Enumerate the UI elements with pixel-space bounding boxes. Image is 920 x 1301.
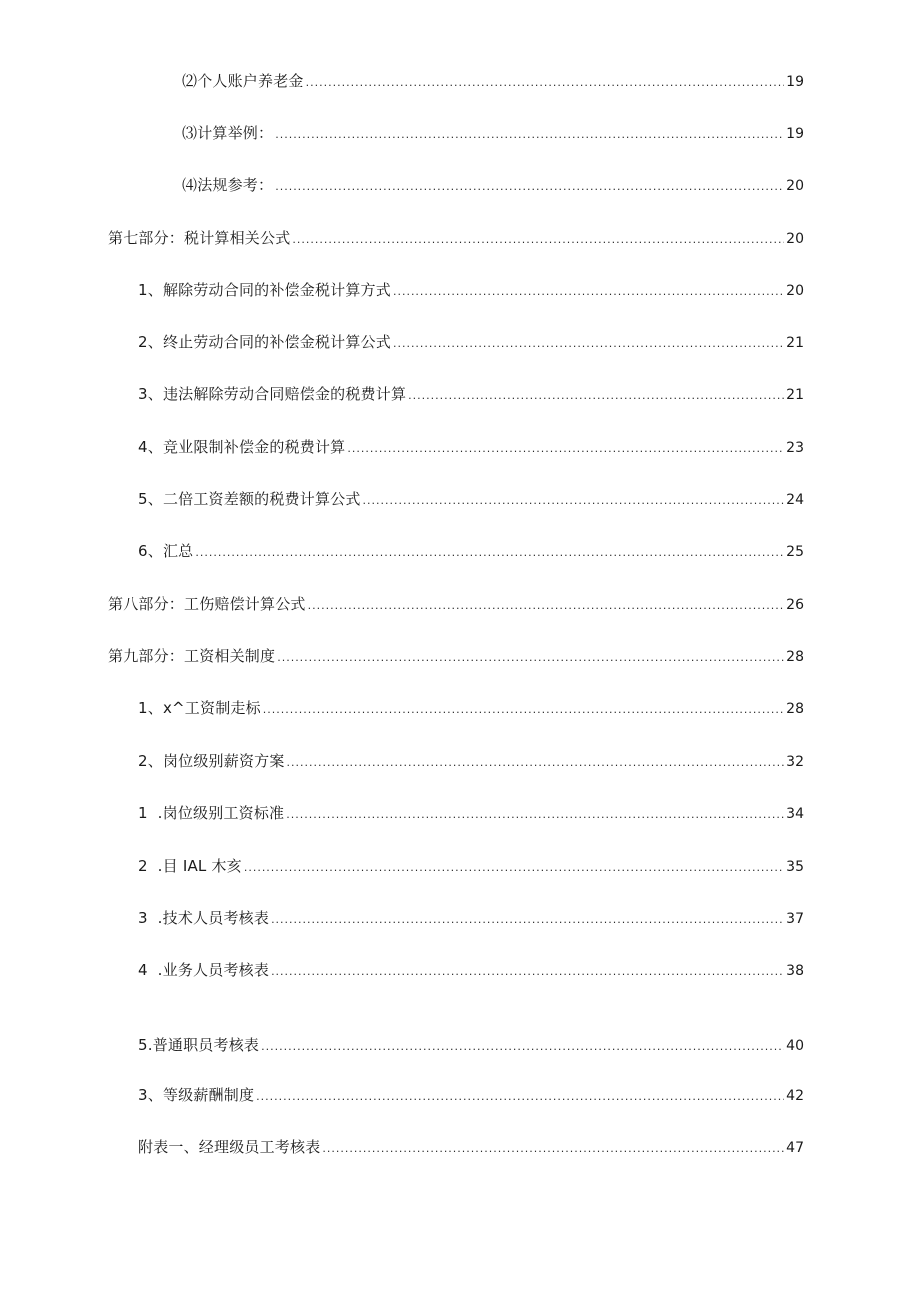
toc-entry-title: ⑶计算举例： [182, 124, 274, 142]
toc-leader-dots [363, 490, 784, 512]
toc-entry-title: 1、解除劳动合同的补偿金税计算方式 [138, 281, 391, 299]
toc-entry-title: 4 .业务人员考核表 [138, 961, 270, 979]
toc-leader-dots [408, 385, 784, 407]
toc-entry-page: 40 [786, 1038, 804, 1054]
toc-entry-page: 21 [786, 387, 804, 403]
toc-entry-page: 32 [786, 754, 804, 770]
toc-entry-page: 35 [786, 859, 804, 875]
toc-entry[interactable] [108, 593, 804, 615]
toc-entry-title: 第八部分：工伤赔偿计算公式 [108, 595, 306, 613]
toc-leader-dots [306, 72, 784, 94]
toc-leader-dots [271, 909, 784, 931]
toc-entry-title: ⑷法规参考： [182, 176, 274, 194]
toc-entry-page: 19 [786, 126, 804, 142]
toc-leader-dots [244, 857, 784, 879]
toc-entry-page: 20 [786, 231, 804, 247]
toc-entry[interactable] [138, 279, 804, 301]
toc-entry[interactable] [138, 1136, 804, 1158]
toc-entry-page: 28 [786, 649, 804, 665]
toc-leader-dots [277, 647, 784, 669]
toc-entry-title: 3、违法解除劳动合同赔偿金的税费计算 [138, 385, 407, 403]
toc-leader-dots [275, 124, 784, 146]
toc-leader-dots [308, 595, 784, 617]
toc-entry-page: 24 [786, 492, 804, 508]
toc-entry-page: 20 [786, 178, 804, 194]
toc-leader-dots [195, 542, 784, 564]
toc-entry[interactable] [138, 488, 804, 510]
toc-entry-page: 47 [786, 1140, 804, 1156]
toc-entry-title: 2、终止劳动合同的补偿金税计算公式 [138, 333, 391, 351]
toc-leader-dots [393, 281, 784, 303]
toc-leader-dots [292, 229, 784, 251]
toc-leader-dots [271, 961, 784, 983]
toc-entry-title: 1、x^工资制走标 [138, 699, 261, 717]
toc-entry[interactable] [138, 436, 804, 458]
toc-leader-dots [263, 699, 784, 721]
toc-entry[interactable] [182, 174, 804, 196]
toc-entry-title: 3、等级薪酬制度 [138, 1086, 255, 1104]
toc-leader-dots [275, 176, 784, 198]
toc-entry-page: 23 [786, 440, 804, 456]
toc-entry-title: 1 .岗位级别工资标准 [138, 804, 285, 822]
toc-leader-dots [393, 333, 784, 355]
toc-entry[interactable] [182, 70, 804, 92]
toc-entry[interactable] [138, 750, 804, 772]
toc-leader-dots [347, 438, 784, 460]
toc-entry-page: 20 [786, 283, 804, 299]
toc-leader-dots [256, 1086, 784, 1108]
toc-entry-page: 25 [786, 544, 804, 560]
toc-entry-page: 42 [786, 1088, 804, 1104]
toc-leader-dots [286, 804, 784, 826]
toc-entry-title: ⑵个人账户养老金 [182, 72, 304, 90]
toc-entry[interactable] [108, 645, 804, 667]
toc-entry-page: 37 [786, 911, 804, 927]
toc-entry-page: 19 [786, 74, 804, 90]
toc-entry[interactable] [138, 331, 804, 353]
toc-entry[interactable] [138, 855, 804, 877]
toc-entry-title: 2、岗位级别薪资方案 [138, 752, 285, 770]
toc-leader-dots [287, 752, 784, 774]
toc-entry-page: 34 [786, 806, 804, 822]
toc-entry[interactable] [138, 1084, 804, 1106]
toc-entry[interactable] [182, 122, 804, 144]
toc-entry[interactable] [138, 383, 804, 405]
toc-entry-title: 6、汇总 [138, 542, 194, 560]
toc-entry[interactable] [138, 907, 804, 929]
toc-entry[interactable] [138, 959, 804, 981]
toc-entry-page: 21 [786, 335, 804, 351]
toc-entry[interactable] [138, 697, 804, 719]
toc-entry-page: 38 [786, 963, 804, 979]
toc-leader-dots [261, 1036, 784, 1058]
toc-entry-page: 28 [786, 701, 804, 717]
toc-entry[interactable] [138, 540, 804, 562]
toc-entry-title: 2 .目 IAL 木亥 [138, 857, 242, 875]
toc-entry-page: 26 [786, 597, 804, 613]
toc-entry-title: 3 .技术人员考核表 [138, 909, 270, 927]
toc-entry-title: 附表一、经理级员工考核表 [138, 1138, 321, 1156]
toc-leader-dots [322, 1138, 784, 1160]
toc-entry[interactable] [138, 1034, 804, 1056]
toc-entry[interactable] [108, 227, 804, 249]
toc-entry-title: 4、竞业限制补偿金的税费计算 [138, 438, 346, 456]
toc-entry-title: 5.普通职员考核表 [138, 1036, 260, 1054]
toc-entry-title: 第九部分：工资相关制度 [108, 647, 276, 665]
toc-entry[interactable] [138, 802, 804, 824]
toc-entry-title: 第七部分：税计算相关公式 [108, 229, 291, 247]
toc-entry-title: 5、二倍工资差额的税费计算公式 [138, 490, 361, 508]
